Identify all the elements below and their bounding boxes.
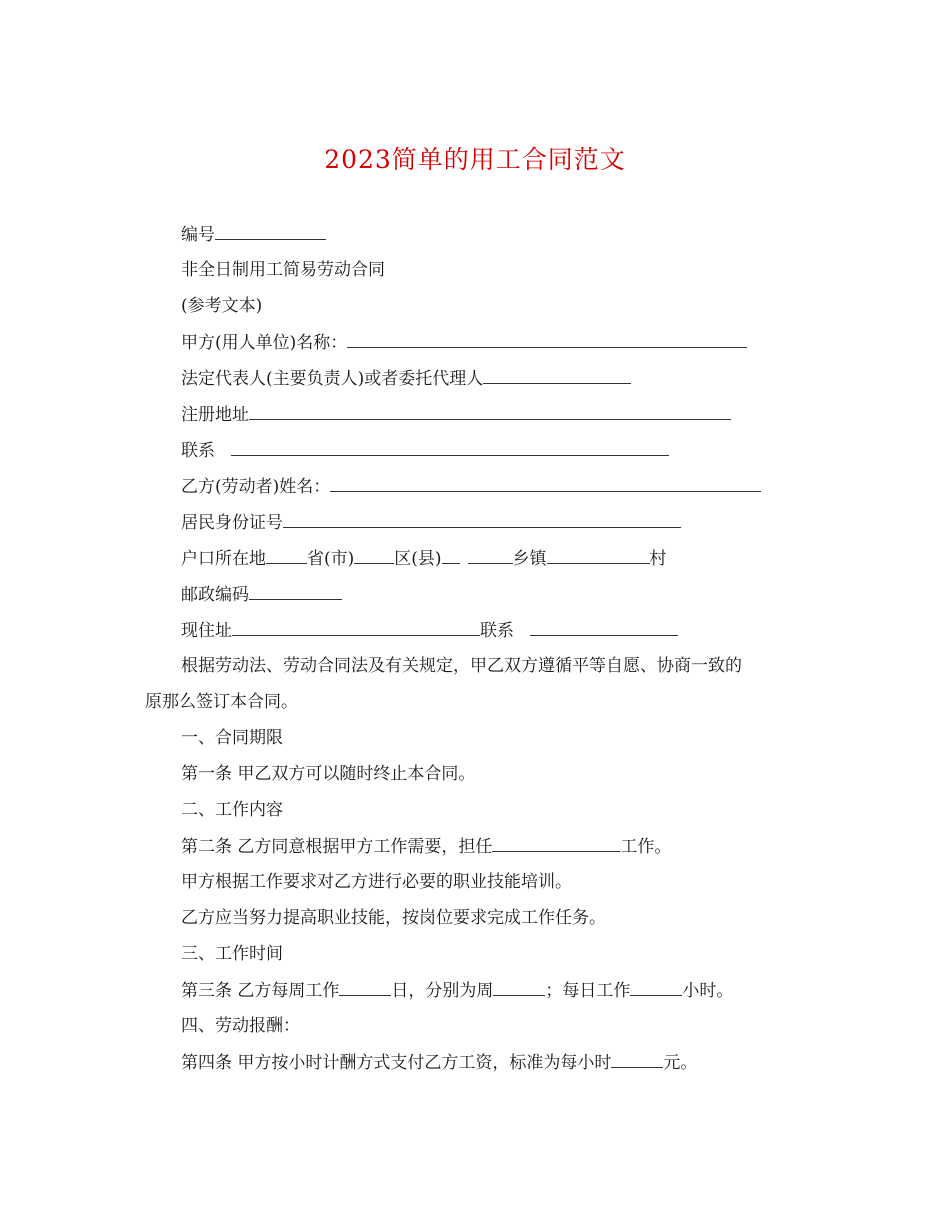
line-intro-1: 根据劳动法、劳动合同法及有关规定，甲乙双方遵循平等自愿、协商一致的 [181, 656, 742, 676]
article-3 [181, 978, 733, 1003]
line-subtitle: 非全日制用工简易劳动合同 [181, 260, 385, 280]
section-1-heading: 一、合同期限 [181, 728, 283, 748]
label-bianhao: 编号 [181, 225, 215, 245]
label-contact: 联系 [181, 441, 215, 461]
article-2-duty: 乙方应当努力提高职业技能，按岗位要求完成工作任务。 [181, 908, 606, 928]
line-intro-2: 原那么签订本合同。 [145, 692, 298, 712]
section-2-heading: 二、工作内容 [181, 800, 283, 820]
blank [630, 978, 682, 996]
line-party-b-name [181, 474, 761, 499]
line-reg-address [181, 402, 731, 427]
label-party-b-name: 乙方(劳动者)姓名： [181, 477, 331, 497]
blank [493, 978, 545, 996]
blank [347, 330, 747, 348]
blank [249, 402, 731, 420]
blank [468, 546, 513, 564]
article-2-text: 第二条 乙方同意根据甲方工作需要，担任 [181, 837, 493, 857]
label-postcode: 邮政编码 [181, 585, 249, 605]
blank [530, 618, 678, 636]
article-2-suffix: 工作。 [620, 837, 672, 857]
section-4-heading: 四、劳动报酬： [181, 1016, 300, 1036]
article-2-training: 甲方根据工作要求对乙方进行必要的职业技能培训。 [181, 872, 572, 892]
article-3-text: 第三条 乙方每周工作 [181, 981, 340, 1001]
document-title: 2023简单的用工合同范文 [324, 145, 626, 174]
blank [266, 546, 307, 564]
line-ref: (参考文本) [181, 296, 263, 316]
blank [611, 1050, 663, 1068]
label-legal-rep: 法定代表人(主要负责人)或者委托代理人 [181, 369, 484, 389]
article-1: 第一条 甲乙双方可以随时终止本合同。 [181, 764, 476, 784]
line-hukou [181, 546, 667, 571]
label-party-a-name: 甲方(用人单位)名称： [181, 333, 348, 353]
line-contact [181, 438, 669, 463]
label-township: 乡镇 [512, 549, 547, 569]
line-current-address [181, 618, 678, 643]
line-bianhao [181, 222, 326, 247]
blank [231, 438, 669, 456]
blank [354, 546, 394, 564]
label-id-no: 居民身份证号 [181, 513, 283, 533]
article-3-days: 日，分别为周 [391, 981, 494, 1001]
article-4-text: 第四条 甲方按小时计酬方式支付乙方工资，标准为每小时 [181, 1053, 612, 1073]
label-district: 区(县) [394, 549, 442, 569]
label-reg-address: 注册地址 [181, 405, 249, 425]
blank [339, 978, 391, 996]
article-3-hours: 小时。 [682, 981, 734, 1001]
label-hukou: 户口所在地 [181, 549, 266, 569]
blank [249, 582, 342, 600]
article-4-suffix: 元。 [663, 1053, 698, 1073]
article-3-daily: ；每日工作 [545, 981, 631, 1001]
label-village: 村 [649, 549, 667, 569]
blank [232, 618, 480, 636]
line-id-no [181, 510, 681, 535]
line-postcode [181, 582, 342, 607]
line-party-a-name [181, 330, 747, 355]
blank [492, 834, 620, 852]
blank [483, 366, 631, 384]
article-2 [181, 834, 671, 859]
article-4 [181, 1050, 697, 1075]
blank [442, 546, 460, 564]
blank [215, 222, 326, 240]
blank [547, 546, 650, 564]
label-current-contact: 联系 [480, 621, 514, 641]
line-legal-rep [181, 366, 631, 391]
label-current-address: 现住址 [181, 621, 232, 641]
section-3-heading: 三、工作时间 [181, 944, 283, 964]
blank [330, 474, 761, 492]
label-province: 省(市) [307, 549, 355, 569]
blank [283, 510, 681, 528]
